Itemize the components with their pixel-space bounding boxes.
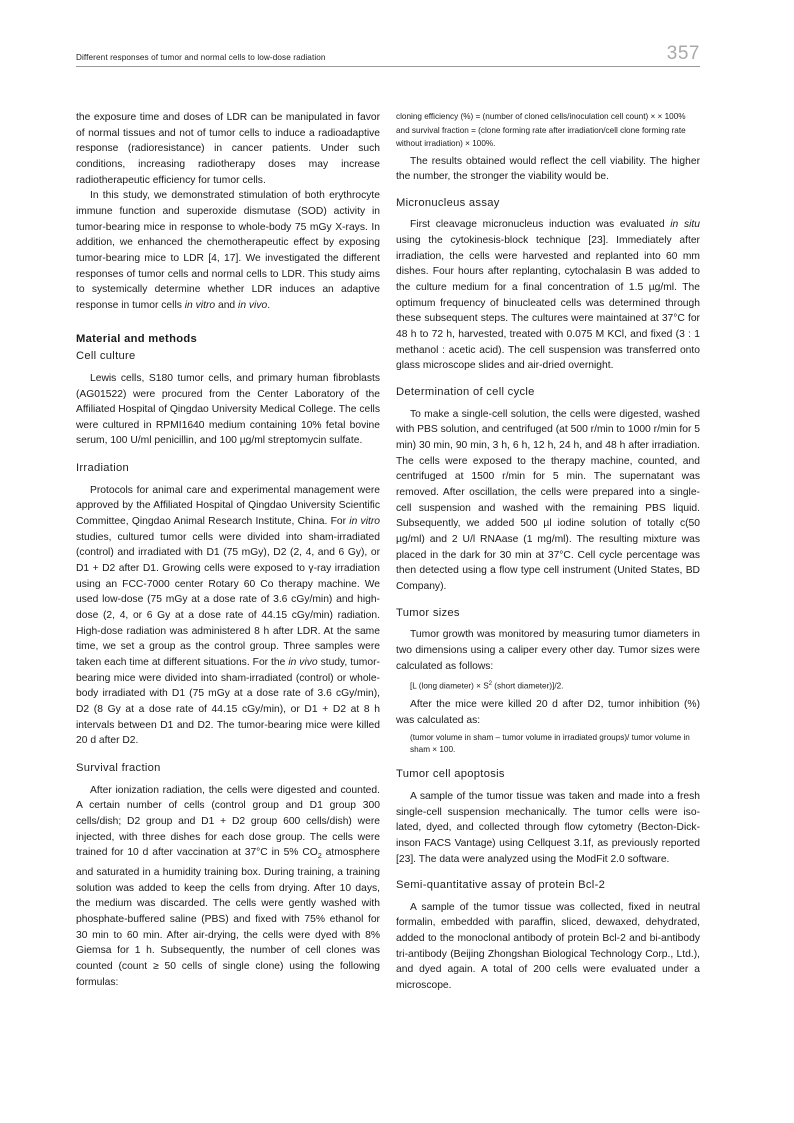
running-title: Different responses of tumor and normal cells to low-dose radiation xyxy=(76,53,326,62)
page-header xyxy=(76,40,700,67)
study-aims-paragraph: In this study, we demonstrated stimulation of both erythrocyte immune function and superoxide dismutase (SOD) activity in tumor-bearing mice in response to whole-body 75 mGy X-rays. In addition, we enhanced the chemotherapeutic effect by exposing tumor-bearing mice to LDR [4, 17]. We investigated the different responses of tumor cells and normal cells to LDR. This study aims to systemically determine whether LDR induces an adaptive response in tumor cells in vitro and in vivo. xyxy=(76,190,380,311)
apoptosis-paragraph: A sample of the tumor tissue was taken and made into a fresh single-cell suspension mechanically. The tumor cells were isolated, dyed, and collected through flow cytometry (Becton-Dickinson FACS Vantage) using Cellquest 3.1f, as previously reported [23]. The data were analyzed using the ModFit 2.0 software. xyxy=(396,790,700,865)
subsection-heading-irradiation: Irradiation xyxy=(76,462,130,475)
irradiation-paragraph: Protocols for animal care and experimental management were approved by the Affiliated Hospital of Qingdao University Scientific Committee, Qingdao Animal Research Institute, China. For in vitro studies, cultured tumor cells were divided into sham-irradiated (control) and irradiated with D1 (75 mGy), D2 (2, 4, and 6 Gy), or D1 + D2 after D1. Growing cells were exposed to γ-ray irradiation using an FCC-7000 center Rotary 60 Co therapy machine. We used low-dose (75 mGy at a dose rate of 3.6 cGy/min) and high-dose (2, 4, or 6 Gy at a dose rate of 44.15 cGy/min) radiation. High-dose radiation was administered 8 h after LDR. At the same time, we set a group as the control group. Three samples were taken each time at different situations. For the in vivo study, tumor-bearing mice were divided into sham-irradiated (control) or whole-body irradiated with D1 (75 mGy at a dose rate of 3.6 cGy/min), D2 (8 Gy at a dose rate of 44.15 cGy/min), or D1 + D2 at 8 h intervals between D1 and D2. The tumor-bearing mice were killed 20 d after D2. xyxy=(76,484,380,747)
tumor-inhibition-paragraph: After the mice were killed 20 d after D2, tumor inhibition (%) was calculated as: xyxy=(396,698,700,726)
left-column xyxy=(76,110,380,990)
subsection-heading-cell-cycle: Determination of cell cycle xyxy=(396,386,535,399)
survival-fraction-paragraph: After ionization radiation, the cells were digested and counted. A certain number of cells (control group and D1 group 300 cells/dish; D2 group and D1 + D2 group 600 cells/dish) were injected, with three dishes for each dose group. The cells were trained for 10 d after vaccination at 37°C in 5% $CO_2$ atmosphere and saturated in a humidity training box. During training, a training solution was added to keep the cells from drying. After 10 days, the medium was discarded. The cells were gently washed with phosphate-buffered saline (PBS) and fixed with 75% ethanol for 30 min to 60 min. After air-drying, the cells were dyed with 8% Giemsa for 1 h. Subsequently, the number of cell clones was counted (count ≥ 50 cells of single clone) using the following formulas: xyxy=(76,784,381,988)
cell-cycle-paragraph: To make a single-cell solution, the cells were digested, washed with PBS solution, and centrifuged (at 500 r/min to 1000 r/min for 5 min) 30 min, 90 min, 3 h, 6 h, 12 h, 24 h, and 48 h after irradiation. The cells were exposed to the therapy machine, counted, and centrifuged at 1500 r/min for 5 min. The supernatant was removed. After oscillation, the cells were prepared into a single-cell suspension and washed with the remaining PBS liquid. Subsequently, we added 500 µl iodine solution of totally c(50 µg/ml) and 2 U/l RNAase (1 mg/ml). The resulting mixture was placed in the dark for 30 min at 37°C. Cell cycle percentage was then detected using a flow type cell instrument (United States, BD Company). xyxy=(396,408,700,592)
page-number: 357 xyxy=(666,43,700,64)
section-heading-methods: Material and methods xyxy=(76,332,198,345)
subsection-heading-survival-fraction: Survival fraction xyxy=(76,761,161,774)
subsection-heading-tumor-sizes: Tumor sizes xyxy=(396,606,460,619)
tumor-sizes-paragraph: Tumor growth was monitored by measuring tumor diameters in two dimensions using a caliper every other day. Tumor sizes were calculated as follows: xyxy=(396,629,700,672)
subsection-heading-bcl2: Semi-quantitative assay of protein Bcl-2 xyxy=(396,879,606,892)
micronucleus-paragraph: First cleavage micronucleus induction was evaluated in situ using the cytokinesis-block technique [23]. Immediately after irradiation, the cells were harvested and replanted into 60 mm dishes. Four hours after replanting, cytochalasin B was added to the culture medium for a final concentration of 1.5 µg/ml. The optimum frequency of binucleated cells was determined through these subsequent steps. The cultures were maintained at 37°C for 48 h to 72 h, harvested, treated with 0.075 M KCl, and fixed (3 : 1 methanol : acetic acid). The cell suspension was transferred onto glass microscope slides and air-dried overnight. xyxy=(396,219,700,372)
results-viability-paragraph: The results obtained would reflect the cell viability. The higher the number, the stronger the viability would be. xyxy=(396,155,700,183)
intro-paragraph-continued: the exposure time and doses of LDR can be manipulated in favor of normal tissues and not of tumor cells to induce a radioadaptive response (radioresistance) in cancer patients. Under such conditions, increasing radiotherapy doses may increase radiotherapeutic efficiency for tumor cells. xyxy=(76,112,380,186)
right-column xyxy=(396,110,700,994)
subsection-heading-micronucleus: Micronucleus assay xyxy=(396,196,500,209)
formula-cloning-efficiency: cloning efficiency (%) = (number of cloned cells/inoculation cell count) × × 100% and survival fraction = (clone forming rate after irradiation/cell clone forming rate without irradiation) × 100%. xyxy=(396,112,686,148)
subsection-heading-apoptosis: Tumor cell apoptosis xyxy=(396,768,505,781)
formula-tumor-size: [L (long diameter) × $S^2$ (short diameter)]/2. xyxy=(410,681,564,691)
cell-culture-paragraph: Lewis cells, S180 tumor cells, and primary human fibroblasts (AG01522) were procured from the Center Laboratory of the Affiliated Hospital of Qingdao University Medical College. The cells were cultured in RPMI1640 medium containing 10% fetal bovine serum, 100 U/ml penicillin, and 100 µg/ml streptomycin sulfate. xyxy=(76,372,380,447)
subsection-heading-cell-culture: Cell culture xyxy=(76,350,136,363)
formula-tumor-inhibition: (tumor volume in sham – tumor volume in irradiated groups)/ tumor volume in sham × 100. xyxy=(410,733,690,755)
bcl2-paragraph: A sample of the tumor tissue was collected, fixed in neutral formalin, embedded with paraffin, sliced, dewaxed, dehydrated, added to the monoclonal antibody of protein Bcl-2 and bi-antibody tri-antibody (Beijing Zhongshan Biological Technology Corp., Ltd.), and dyed again. A total of 200 cells were evaluated under a microscope. xyxy=(396,901,700,992)
